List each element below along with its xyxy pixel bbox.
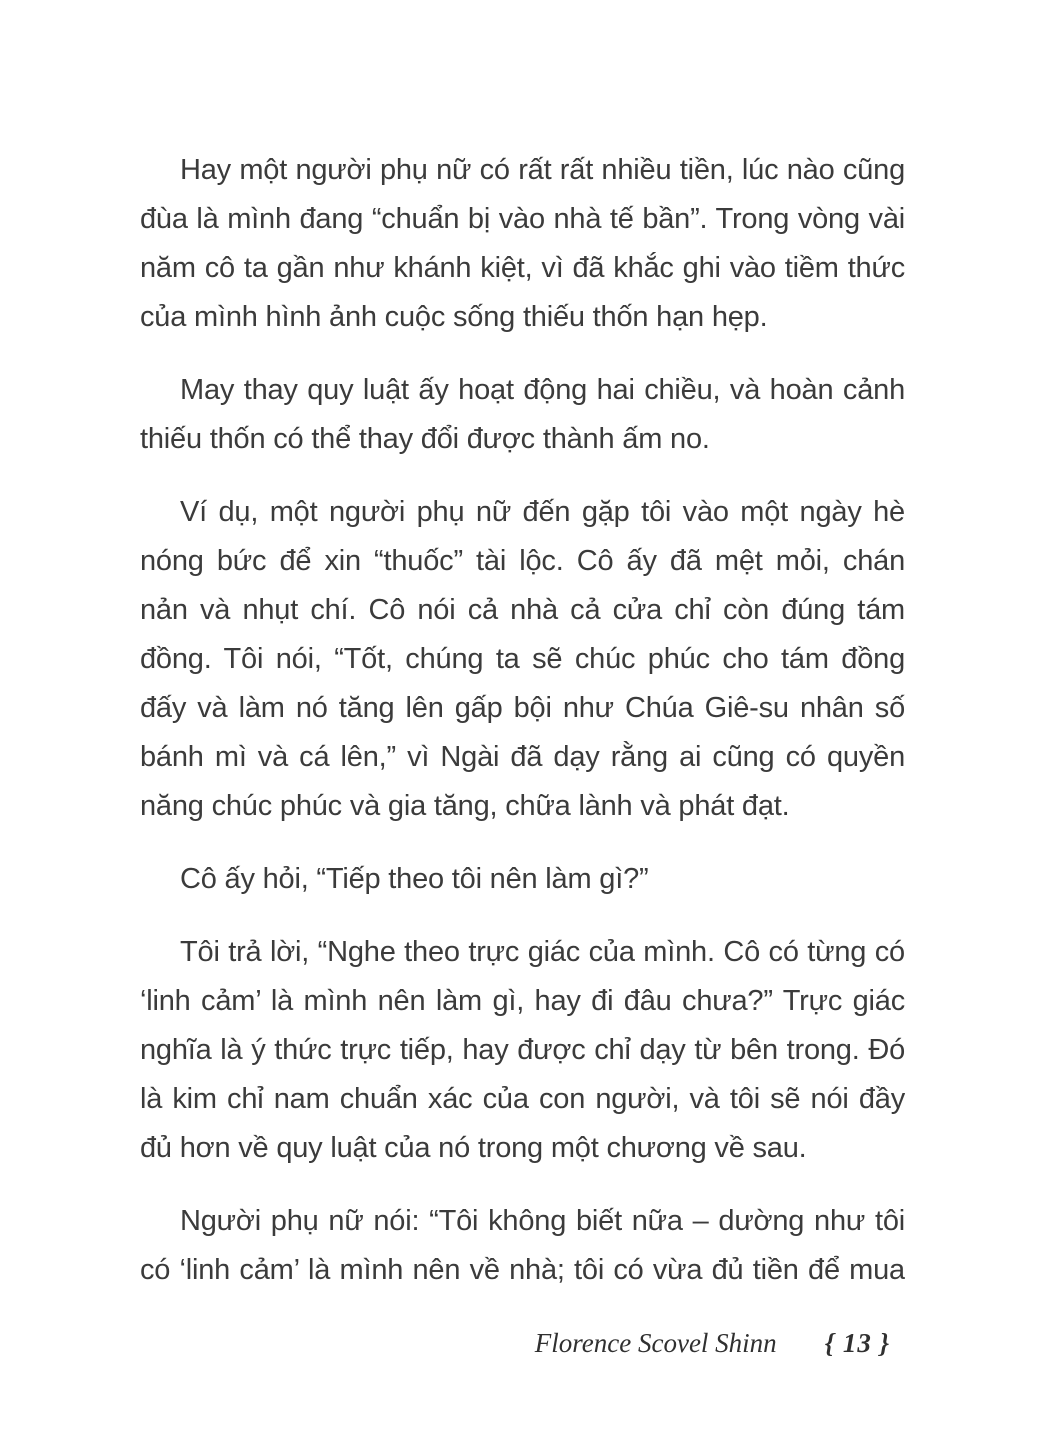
- text-line: Cô ấy hỏi, “Tiếp theo tôi nên làm gì?”: [180, 863, 649, 895]
- text-line: Tôi trả lời, “Nghe theo trực giác của mình. Cô có từng có: [180, 936, 905, 968]
- text-line: năng chúc phúc và gia tăng, chữa lành và phát đạt.: [140, 790, 790, 822]
- page-footer: [535, 1328, 890, 1359]
- text-line: là kim chỉ nam chuẩn xác của con người, và tôi sẽ nói đầy: [140, 1083, 905, 1115]
- text-line: năm cô ta gần như khánh kiệt, vì đã khắc ghi vào tiềm thức: [140, 252, 905, 284]
- text-line: bánh mì và cá lên,” vì Ngài đã dạy rằng ai cũng có quyền: [140, 741, 905, 773]
- paragraph: [140, 928, 905, 1173]
- paragraph: [140, 1197, 905, 1295]
- text-line: Hay một người phụ nữ có rất rất nhiều tiền, lúc nào cũng: [180, 154, 905, 186]
- paragraph: [140, 855, 905, 904]
- paragraph: [140, 146, 905, 342]
- text-line: có ‘linh cảm’ là mình nên về nhà; tôi có vừa đủ tiền để mua: [140, 1254, 905, 1286]
- text-line: thiếu thốn có thể thay đổi được thành ấm no.: [140, 423, 710, 455]
- paragraph: [140, 366, 905, 464]
- text-line: đủ hơn về quy luật của nó trong một chương về sau.: [140, 1132, 807, 1164]
- text-line: Người phụ nữ nói: “Tôi không biết nữa – dường như tôi: [180, 1205, 905, 1237]
- author-name: Florence Scovel Shinn: [534, 1328, 777, 1358]
- text-line: Ví dụ, một người phụ nữ đến gặp tôi vào một ngày hè: [180, 496, 905, 528]
- paragraph: [140, 488, 905, 831]
- text-line: nghĩa là ý thức trực tiếp, hay được chỉ dạy từ bên trong. Đó: [140, 1034, 905, 1066]
- text-line: của mình hình ảnh cuộc sống thiếu thốn hạn hẹp.: [140, 301, 768, 333]
- text-line: đấy và làm nó tăng lên gấp bội như Chúa Giê-su nhân số: [140, 692, 905, 724]
- text-line: May thay quy luật ấy hoạt động hai chiều, và hoàn cảnh: [180, 374, 905, 406]
- text-line: nóng bức để xin “thuốc” tài lộc. Cô ấy đã mệt mỏi, chán: [140, 545, 905, 577]
- text-line: đùa là mình đang “chuẩn bị vào nhà tế bần”. Trong vòng vài: [140, 203, 905, 235]
- body-text: [140, 146, 905, 1319]
- page-number: { 13 }: [824, 1328, 890, 1358]
- text-line: nản và nhụt chí. Cô nói cả nhà cả cửa chỉ còn đúng tám: [140, 594, 905, 626]
- text-line: đồng. Tôi nói, “Tốt, chúng ta sẽ chúc phúc cho tám đồng: [140, 643, 905, 675]
- text-line: ‘linh cảm’ là mình nên làm gì, hay đi đâu chưa?” Trực giác: [140, 985, 905, 1017]
